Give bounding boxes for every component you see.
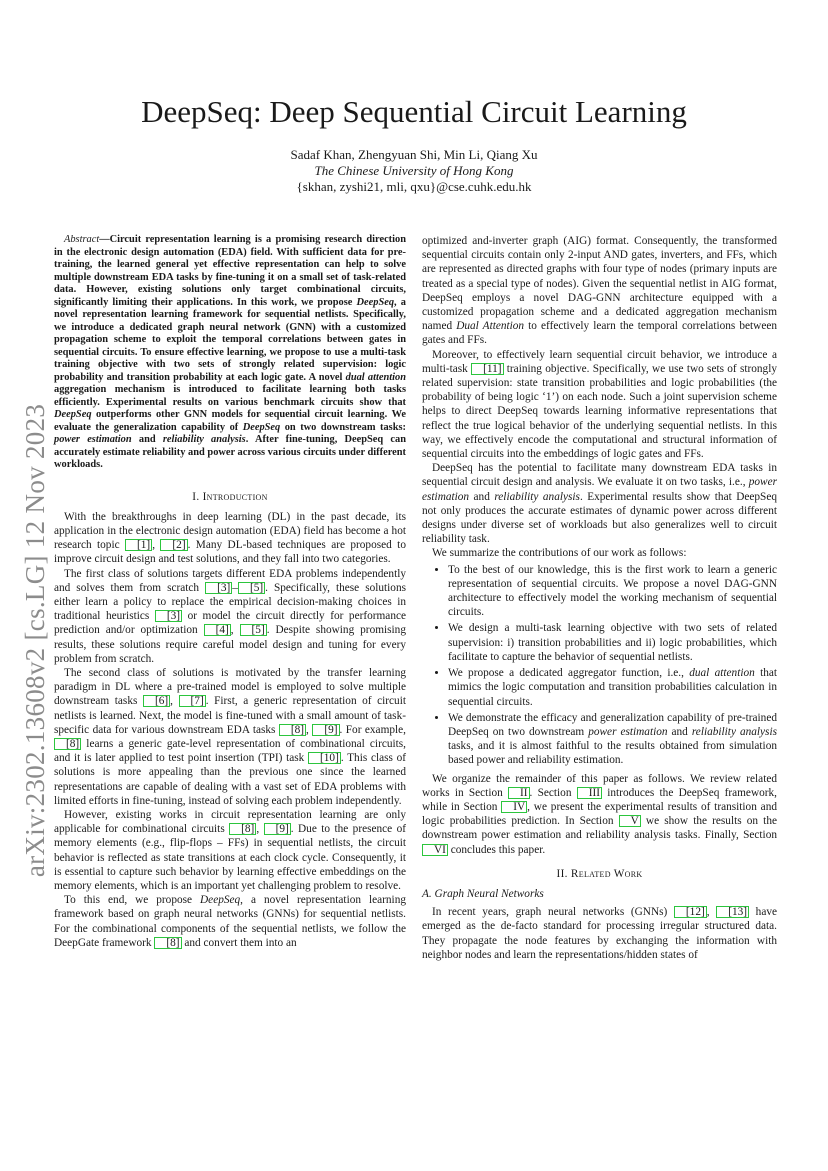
citation-link[interactable]: [4] [204, 624, 231, 636]
citation-link[interactable]: [8] [154, 937, 181, 949]
citation-link[interactable]: [8] [279, 724, 306, 736]
citation-link[interactable]: [8] [54, 738, 81, 750]
left-column [54, 234, 406, 950]
citation-link[interactable]: [8] [229, 823, 256, 835]
paragraph: To this end, we propose DeepSeq, a novel representation learning framework based on graph neural networks (GNNs) for sequential netlists. For the combinational components of the sequential netlists, we follow the DeepGate framework [8] and convert them into an [54, 894, 406, 949]
paragraph: Moreover, to effectively learn sequential circuit behavior, we introduce a multi-task [11] training objective. Specifically, we use two sets of strongly related supervision: state transition probabilities and logic probabilities (the probability of being logic ‘1’) on each node. Such a joint supervision scheme helps to direct DeepSeq towards learning informative representations that reflect the true logical behavior of the underlying sequential netlists. In this way, we effectively encode the computational and structural information of sequential circuits into the embeddings of logic gates and FFs. [422, 348, 777, 461]
section-link[interactable]: II [508, 787, 530, 799]
citation-link[interactable]: [7] [179, 695, 206, 707]
right-column [422, 234, 777, 962]
list-item: • We propose a dedicated aggregator function, i.e., dual attention that mimics the logic computation and transition probabilities calculation in sequential circuits. [448, 666, 777, 709]
author-email: {skhan, zyshi21, mli, qxu}@cse.cuhk.edu.hk [296, 179, 532, 194]
citation-link[interactable]: [9] [264, 823, 291, 835]
paragraph: The first class of solutions targets different EDA problems independently and solves them from scratch [3] – [5] . Specifically, these solutions either learn a policy to replace the empirical decision-making choices in traditional heuristics [3] or model the circuit directly for performance prediction and/or optimization [4] , [5] . Despite showing promising results, these solutions require careful model design and tuning for every problem from scratch. [54, 567, 407, 665]
affiliation: The Chinese University of Hong Kong [314, 163, 514, 178]
paragraph: In recent years, graph neural networks (GNNs) [12] , [13] have emerged as the de-facto standard for processing irregular structured data. They propagate the node features by exchanging the information with neighbor nodes and learn the representations/hidden states of [422, 906, 777, 961]
section-link[interactable]: III [577, 787, 602, 799]
paragraph: optimized and-inverter graph (AIG) format. Consequently, the transformed sequential circuits contain only 2-input AND gates, inverters, and FFs, which are represented as directed graphs with four type of nodes (primary inputs are treated as a special type of nodes). Given the sequential netlist in AIG format, DeepSeq employs a novel DAG-GNN architecture equipped with a customized propagation scheme and a dedicated aggregation mechanism named Dual Attention to effectively learn the temporal correlations between gates and FFs. [422, 235, 778, 347]
abstract: Abstract—Circuit representation learning is a promising research direction in the electronic design automation (EDA) field. With sufficient data for pre-training, the learned general yet effective representation can help to solve multiple downstream EDA tasks by fine-tuning it on a small set of task-related data. However, existing solutions only target combinational circuits, significantly limiting their applications. In this work, we propose DeepSeq, a novel representation learning framework for sequential netlists. Specifically, we introduce a dedicated graph neural network (GNN) with a customized propagation scheme to exploit the temporal correlations between gates in sequential circuits. To ensure effective learning, we propose to use a multi-task training objective with two sets of strongly related supervision: logic probability and transition probability at each logic gate. A novel dual attention aggregation mechanism is introduced to facilitate learning both tasks efficiently. Experimental results on various benchmark circuits show that DeepSeq outperforms other GNN models for sequential circuit learning. We evaluate the generalization capability of DeepSeq on two downstream tasks: power estimation and reliability analysis. After fine-tuning, DeepSeq can accurately estimate reliability and power across various circuits under different workloads. [54, 234, 406, 470]
citation-link[interactable]: [5] [240, 624, 267, 636]
list-item: • We demonstrate the efficacy and generalization capability of pre-trained DeepSeq on two downstream power estimation and reliability analysis tasks, and it is almost faithful to the results obtained from simulation based power and reliability estimation. [448, 711, 777, 768]
paragraph: The second class of solutions is motivated by the transfer learning paradigm in DL where a pre-trained model is employed to solve multiple downstream tasks [6] , [7] . First, a generic representation of circuit netlists is learned. Next, the model is fine-tuned with a small amount of task-specific data for various downstream EDA tasks [8] , [9] . For example, [8] learns a generic gate-level representation of combinational circuits, and it is later applied to test point insertion (TPI) task [10] . This class of solutions is more appealing than the previous one since the learned representations are capable of dealing with a vast set of EDA problems with limited efforts in fine-tuning, instead of solving each problem independently. [54, 666, 407, 807]
citation-link[interactable]: [3] [155, 610, 182, 622]
citation-link[interactable]: [1] [125, 539, 152, 551]
citation-link[interactable]: [6] [143, 695, 170, 707]
citation-link[interactable]: [10] [308, 752, 341, 764]
paragraph: DeepSeq has the potential to facilitate many downstream EDA tasks in sequential circuit design and analysis. We evaluate it on two tasks, i.e., power estimation and reliability analysis. Experimental results show that DeepSeq not only produces the accurate estimates of dynamic power across different designs under diverse set of workloads but also generalizes well to circuit reliability task. [422, 462, 777, 546]
section-link[interactable]: VI [422, 844, 448, 856]
section-link[interactable]: IV [501, 801, 527, 813]
paragraph: We summarize the contributions of our work as follows: [432, 547, 687, 560]
arxiv-stamp: arXiv:2302.13608v2 [cs.LG] 12 Nov 2023 [20, 403, 51, 877]
list-item: • We design a multi-task learning objective with two sets of related supervision: i) transition probabilities and ii) logic probabilities, which facilitate to capture the behavior of sequential netlists. [448, 621, 777, 664]
subsection-heading: A. Graph Neural Networks [422, 887, 544, 900]
section-link[interactable]: V [619, 815, 641, 827]
citation-link[interactable]: [2] [160, 539, 187, 551]
paragraph: We organize the remainder of this paper as follows. We review related works in Section II . Section III introduces the DeepSeq framework, while in Section IV , we present the experimental results of transition and logic probabilities prediction. In Section V we show the results on the downstream power estimation and reliability analysis tasks. Finally, Section VI concludes this paper. [422, 772, 777, 856]
citation-link[interactable]: [13] [716, 906, 749, 918]
citation-link[interactable]: [3] [205, 582, 232, 594]
paragraph: However, existing works in circuit representation learning are only applicable for combinational circuits [8] , [9] . Due to the presence of memory elements (e.g., flip-flops – FFs) in sequential netlists, the circuit behavior is reflected as state transitions at each clock cycle. Consequently, it is essential to capture such behavior by learning effective embeddings on the memory elements, which is an important yet challenging problem to resolve. [54, 808, 407, 892]
author-names: Sadaf Khan, Zhengyuan Shi, Min Li, Qiang Xu [290, 147, 538, 162]
citation-link[interactable]: [5] [238, 582, 265, 594]
citation-link[interactable]: [12] [674, 906, 707, 918]
citation-link[interactable]: [11] [471, 363, 503, 375]
paper-title: DeepSeq: Deep Sequential Circuit Learning [141, 94, 687, 129]
author-block [0, 147, 828, 195]
section-heading-related-work: II. Related Work [556, 867, 643, 880]
section-heading-introduction: I. Introduction [192, 490, 268, 503]
contribution-list [422, 563, 777, 768]
citation-link[interactable]: [9] [312, 724, 339, 736]
paragraph: With the breakthroughs in deep learning (DL) in the past decade, its application in the electronic design automation (EDA) field has become a hot research topic [1] , [2] . Many DL-based techniques are proposed to improve circuit design and test solutions, and they fall into two categories. [54, 510, 406, 566]
list-item: • To the best of our knowledge, this is the first work to learn a generic representation of sequential circuits. We propose a novel DAG-GNN architecture to effectively model the working mechanism of sequential circuits. [448, 563, 777, 620]
